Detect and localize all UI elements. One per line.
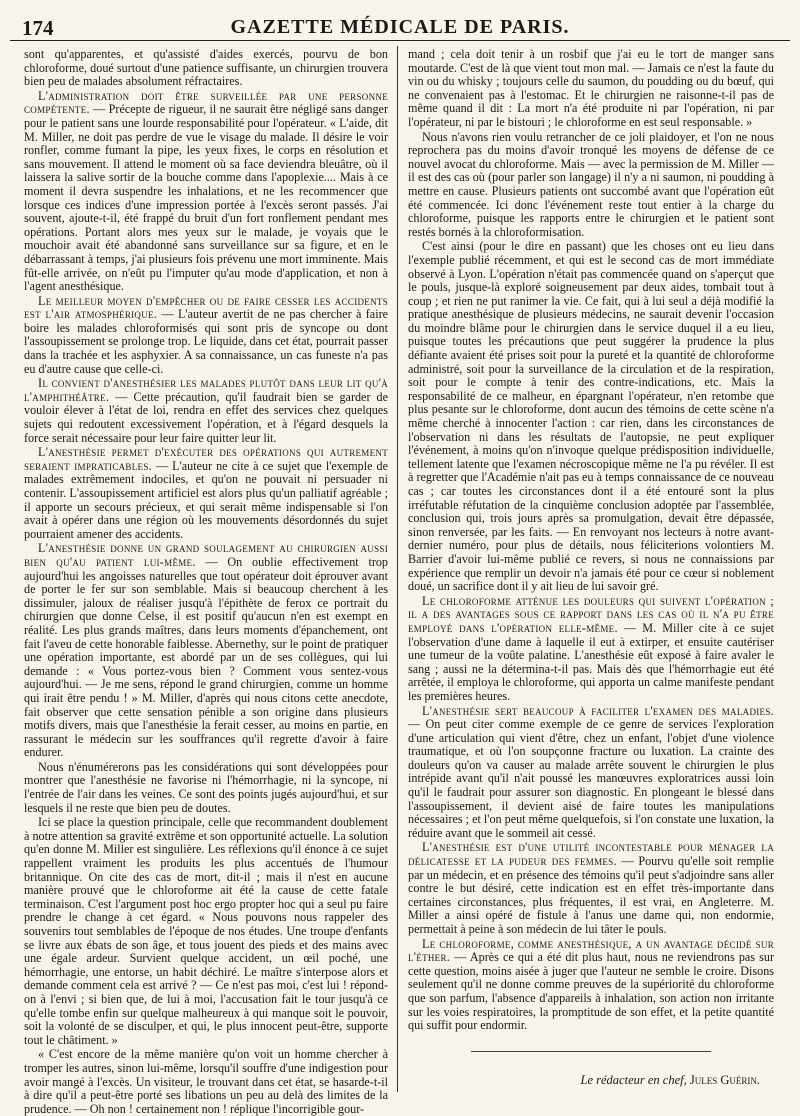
right-column (408, 48, 774, 1088)
section (408, 595, 774, 704)
section (24, 446, 388, 541)
section-heading: Le chloroforme atténue les douleurs qui suivent l'opération ; il a des avantages sous ce rapport dans les cas où il n'a pu être employé dans l'opération elle-même. (408, 593, 774, 635)
section-heading: L'anesthésie permet d'exécuter des opérations qui autrement seraient impraticables. (24, 445, 388, 473)
section-body: — On peut citer comme exemple de ce genre de services l'exploration d'une articulation qui vient d'être, chez un enfant, l'objet d'une violence traumatique, et où l'on soupçonne fracture ou luxation. La crainte des douleurs qu'on va causer au malade arrête souvent le chirurgien le plus intrépide avant qu'il n'ait poussé les manœuvres exploratrices aussi loin qu'il le faudrait pour assurer son diagnostic. En plongeant le blessé dans l'assoupissement, il devient aisé de faire toutes les manipulations nécessaires ; et l'on peut même quelquefois, si l'on constate une luxation, la réduire avant que le sommeil ait cessé. (408, 717, 774, 840)
section-body: — L'auteur ne cite à ce sujet que l'exemple de malades extrêmement indociles, et qu'on ne pouvait ni persuader ni contenir. L'assoupissement artificiel est alors plus qu'un palliatif agréable ; il apporte un secours précieux, et qui serait même indispensable si l'on avait à opérer dans une région où les mouvements désordonnés du sujet pourraient amener des accidents. (24, 458, 388, 541)
journal-title: GAZETTE MÉDICALE DE PARIS. (230, 16, 570, 38)
paragraph: C'est ainsi (pour le dire en passant) que les choses ont eu lieu dans l'exemple publié récemment, et qui est le second cas de mort immédiate observé à Lyon. L'opération n'était pas commencée quand on s'aperçut que le pouls, jusque-là exploré soigneusement par deux aides, tombait tout à coup ; et rien ne put ranimer la vie. Ce fait, qui à lui seul a déjà modifié la pratique anesthésique de plusieurs médecins, ne saurait devenir l'occasion du moindre blâme pour le chirurgien dans le service duquel il a eu lieu, puisque toutes les précautions que peut suggérer la prudence la plus défiante avaient été prises soit pour la pureté et la quantité de chloroforme administré, soit pour la surveillance de la circulation et de la respiration, soit pour le compte à tenir des contre-indications, etc. Mais la responsabilité de ce malheur, en épargnant l'opérateur, n'en retombe que plus pesante sur le chloroforme, dont aucun des témoins de cette scène n'a même cherché à innocenter l'action : car rien, dans les circonstances de l'observation ni dans les résultats de l'autopsie, ne peut expliquer l'événement, à moins qu'on n'invoque quelque prédisposition individuelle, tellement latente que l'examen nécroscopique même ne l'a pu révéler. Il est à regretter que l'Académie n'ait pas eu à temps connaissance de ce nouveau cas ; car toutes les circonstances dont il a été entouré sont la plus irréfutable réfutation de la cinquième conclusion adoptée par l'assemblée, conclusion qui, trois jours après sa promulgation, devait être dépassée, sinon renversée, par les faits. — En renvoyant nos lecteurs à notre avant-dernier numéro, pour plus de détails, nous féliciterions volontiers M. Barrier d'avoir lui-même publié ce revers, si nous ne connaissions par expérience que remplir un devoir n'a jamais été pour ce cœur si noblement doué, un sacrifice dont il y ait lieu de lui savoir gré. (408, 239, 774, 594)
paragraph: Nous n'avons rien voulu retrancher de ce joli plaidoyer, et l'on ne nous reprochera pas du moins d'avoir tronqué les moyens de défense de ce nouvel avocat du chloroforme. Mais — avec la permission de M. Miller — il est des cas où (pour parler son langage) il n'y a ni saumon, ni poudding à mettre en cause. Plusieurs patients ont succombé avant que l'opération eût été commencée. Ici donc l'événement reste tout entier à la charge du chloroforme, puisque les rapports entre le chirurgien et le patient sont restés bornés à la chloroformisation. (408, 129, 774, 239)
signature-name: Jules Guérin. (689, 1072, 760, 1087)
paragraph: Nous n'énumérerons pas les considérations qui sont développées pour montrer que l'anesthésie ne favorise ni l'hémorrhagie, ni la syncope, ni l'entrée de l'air dans les veines. Ce sont des points jugés aujourd'hui, et sur lesquels il ne reste que bien peu de doutes. (24, 759, 388, 815)
paragraph: « C'est encore de la même manière qu'on voit un homme chercher à tromper les autres, sinon lui-même, lorsqu'il souffre d'une indigestion pour avoir mangé à l'excès. Un visiteur, le trouvant dans cet état, se hasarde-t-il à dire qu'il a peut-être porté ses libations un peu au delà des limites de la prudence. — Oh non ! certainement non ! réplique l'incorrigible gour- (24, 1047, 388, 1116)
section-body: — L'auteur avertit de ne pas chercher à faire boire les malades chloroformisés qui sont pris de syncope ou dont l'assoupissement se prolonge trop. Le liquide, dans cet état, pourrait passer dans la trachée et les asphyxier. A sa connaissance, un cas funeste n'a pas eu d'autre cause que celle-ci. (24, 307, 388, 376)
section-heading: L'anesthésie donne un grand soulagement au chirurgien aussi bien qu'au patient lui-même. (24, 541, 388, 569)
section (24, 90, 388, 294)
paragraph: mand ; cela doit tenir à un rosbif que j'ai eu le tort de manger sans moutarde. C'est de là que vient tout mon mal. — Jamais ce n'est la faute du vin ou du whisky ; toujours celle du saumon, du poudding ou du bœuf, qui ne convenaient pas à l'estomac. Et le chirurgien ne raisonne-t-il pas de même quand il dit : La mort n'a été produite ni par l'opération, ni par l'opérateur, ni par le bistouri ; le chloroforme en est seul responsable. » (408, 47, 774, 129)
left-column (24, 47, 388, 1116)
paragraph: Ici se place la question principale, celle que recommandent doublement à notre attention sa gravité extrême et son opportunité actuelle. La solution qu'en donne M. Miller est singulière. Les réflexions qu'il énonce à ce sujet rappellent vraiment les produits les plus accentués de l'humour britannique. On cite des cas de mort, dit-il ; mais il n'est en aucune manière prouvé que le chloroforme ait été la cause de cette fatale terminaison. C'est l'argument post hoc ergo propter hoc qui a seul pu faire prendre le change à cet égard. « Nous pouvons nous rappeler des souvenirs tout semblables de l'époque de nos études. Une troupe d'enfants se livre aux ébats de son âge, et tous jouent des pieds et des mains avec une égale ardeur. Survient quelque accident, un œil poché, une hémorrhagie, une entorse, un habit déchiré. Le maître s'interpose alors et demande comment cela est arrivé ? — Ce n'est pas moi, c'est lui ! répond-on à l'envi ; si bien que, de lui à moi, l'accusation fait le tour jusqu'à ce qu'elle tombe enfin sur quelque malheureux à qui manque soit le pouvoir, soit la volonté de se disculper, et qui, le plus innocent peut-être, supporte tout le châtiment. » (24, 815, 388, 1047)
section (24, 542, 388, 760)
column-divider (397, 46, 398, 1092)
section-heading: Le meilleur moyen d'empêcher ou de faire cesser les accidents est l'air atmosphérique. (24, 293, 388, 322)
section-body: — M. Miller cite à ce sujet l'observation d'une dame à laquelle il eut à extirper, et ensuite cautériser une tumeur de la voûte palatine. L'anesthésie eût exposé à faire avaler le sang ; aussi ne la détermina-t-il pas. Mais dès que l'hémorrhagie eut été arrêtée, il employa le chloroforme, qui apporta un calme manifeste pendant les premières heures. (408, 620, 774, 703)
section-body: — Cette précaution, qu'il faudrait bien se garder de vouloir élever à l'état de loi, rendra en effet des services chez quelques sujets qui redoutent excessivement l'opération, et à l'égard desquels la force serait nécessaire pour leur faire quitter leur lit. (24, 389, 388, 445)
section-body: — Précepte de rigueur, il ne saurait être négligé sans danger pour le patient sans une lourde responsabilité pour l'opérateur. « L'aide, dit M. Miller, ne doit pas perdre de vue le visage du malade. Il désire le voir ronfler, comme fumant la pipe, les yeux fixes, le corps en résolution et sans mouvement. Il attend le moment où sa face deviendra bleuâtre, où il laissera la salive sortir de la bouche comme dans l'apoplexie.... Mais à ce moment il devra suspendre les inhalations, et ne les recommencer que lorsque ces indices d'une impression portée à l'excès seront passés. J'ai souvent, ajoute-t-il, été frappé du bruit d'un fort ronflement pendant mes opérations. Portant alors mes yeux sur le malade, je voyais que le mouchoir avait été abandonné sans surveillance sur sa figure, et en le débarrassant à temps, j'ai plusieurs fois prévenu une mort imminente. Mais fût-elle arrivée, on n'eût pu l'imputer qu'au mode d'application, et non à l'agent anesthésique. (24, 102, 388, 294)
section (408, 705, 774, 841)
section (408, 841, 774, 936)
section (24, 295, 388, 377)
signature-role: Le rédacteur en chef, (580, 1072, 687, 1087)
section-body: — Après ce qui a été dit plus haut, nous ne reviendrons pas sur cette question, moins aisée à juger que l'auteur ne semble le croire. Disons seulement qu'il ne donne comme preuves de la supériorité du chloroforme que son parfum, l'absence d'appareils à inhalation, son action non irritante sur les voies respiratoires, la promptitude de son effet, et la petite quantité qui suffit pour endormir. (408, 950, 774, 1033)
section-heading: L'anesthésie est d'une utilité incontestable pour ménager la délicatesse et la pudeur des femmes. (408, 840, 774, 869)
section-heading: L'administration doit être surveillée par une personne compétente. (24, 88, 388, 117)
section-heading: Il convient d'anesthésier les malades plutôt dans leur lit qu'à l'amphithéâtre. (24, 376, 388, 404)
section-body: — Pourvu qu'elle soit remplie par un médecin, et en présence des témoins qu'il peut s'adjoindre sans aller contre le but désiré, cette indication est en effet très-importante dans certaines circonstances, plus fréquentes, il est vrai, en Angleterre. M. Miller a ainsi opéré de fistule à l'anus une dame qui, non endormie, permettait à peine à son médecin de lui tâter le pouls. (408, 854, 774, 936)
page-number: 174 (22, 16, 54, 40)
paragraph: sont qu'apparentes, et qu'assisté d'aides exercés, pourvu de bon chloroforme, doué surtout d'une patience suffisante, un chirurgien trouvera bien peu de malades absolument réfractaires. (24, 47, 388, 89)
signature-rule (471, 1051, 711, 1052)
section (408, 938, 774, 1033)
section (24, 377, 388, 445)
section-body: — On oublie effectivement trop aujourd'hui les angoisses naturelles que tout opérateur doit éprouver avant de porter le fer sur son semblable. Mais si beaucoup cherchent à les dissimuler, jaloux de réaliser jusqu'à l'épithète de ferox ce portrait du chirurgien que donne Celse, il est positif qu'aucun n'en est exempt en réalité. Les plus grands maîtres, dans leurs moments d'épanchement, ont fait l'aveu de cette honorable faiblesse. Abernethy, sur le point de pratiquer une opération importante, est abordé par un de ses collègues, qui lui demande : « Vous portez-vous bien ? Comment vous sentez-vous aujourd'hui. — Je me sens, répond le grand chirurgien, comme un homme qui irait être pendu ! » M. Miller, d'après qui nous citons cette anecdote, fait observer que cette sensation pénible a son origine dans plusieurs motifs divers, mais que l'anesthésie la ferait cesser, au moins en partie, en rassurant le médecin sur les souffrances qu'il regrette d'avoir à faire endurer. (24, 554, 388, 760)
section-heading: Le chloroforme, comme anesthésique, a un avantage décidé sur l'éther. (408, 936, 774, 965)
signature (408, 1074, 774, 1088)
section-heading: L'anesthésie sert beaucoup à faciliter l'examen des maladies. (422, 703, 774, 718)
page-header (10, 10, 790, 41)
